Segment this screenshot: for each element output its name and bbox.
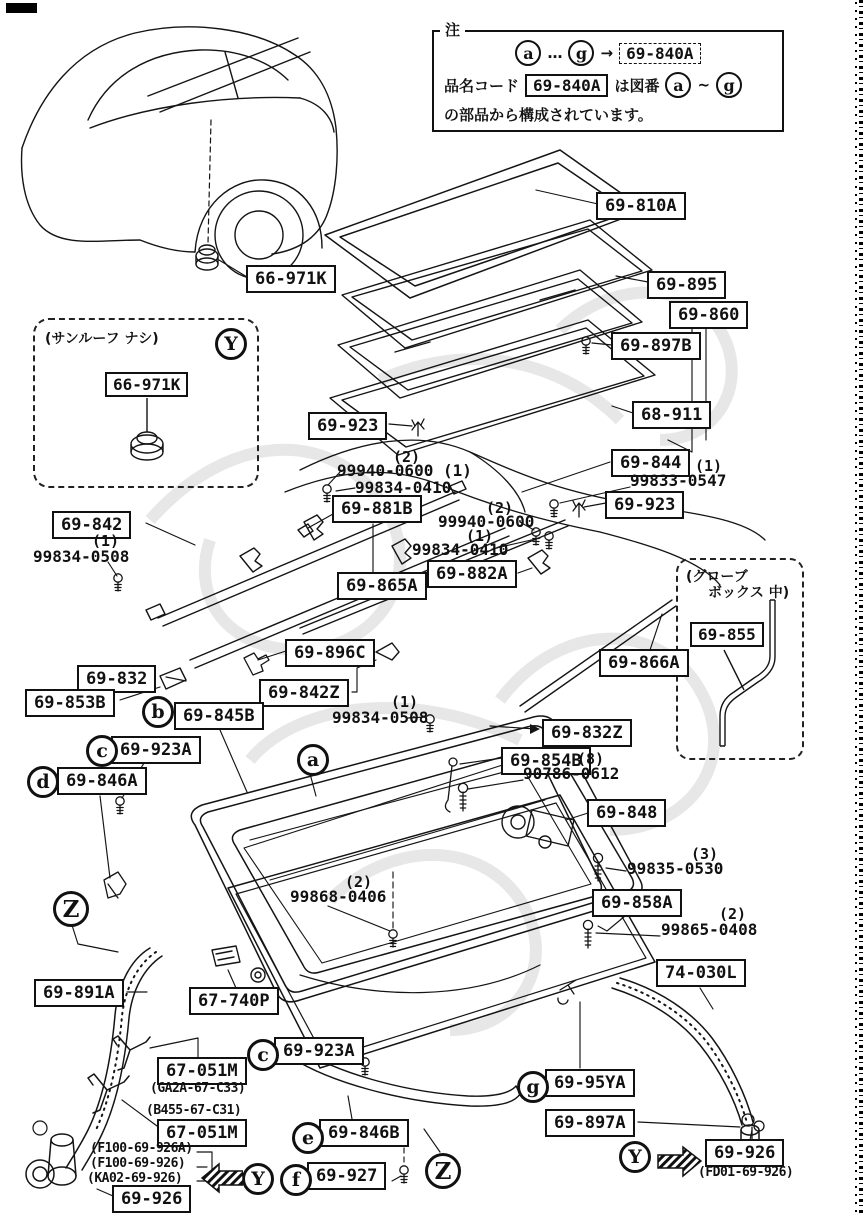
qty-2: (2) — [345, 873, 373, 891]
part-label-67-051M-upper: 67-051M — [157, 1057, 247, 1085]
part-label-69-896C: 69-896C — [285, 639, 375, 667]
view-badge-Z-upper: Z — [53, 891, 89, 927]
part-label-74-030L: 74-030L — [656, 959, 746, 987]
note-tilde: ~ — [697, 76, 711, 94]
part-label-69-844: 69-844 — [611, 449, 690, 477]
qty-3: (3) — [691, 845, 719, 863]
sub-code-F100-69-926A: (F100-69-926A) — [90, 1141, 193, 1156]
ref-badge-b: b — [142, 696, 174, 728]
circled-a-icon: a — [665, 72, 691, 98]
elbow-fitting-left — [26, 1121, 76, 1188]
part-label-69-832Z: 69-832Z — [542, 719, 632, 747]
grommet-car — [196, 245, 218, 270]
part-label-69-810A: 69-810A — [596, 192, 686, 220]
inset-glove-box — [676, 558, 804, 760]
part-label-66-971K-inset: 66-971K — [105, 372, 188, 397]
part-label-69-923-right: 69-923 — [605, 491, 684, 519]
part-label-69-855: 69-855 — [690, 622, 764, 647]
qty-2: (2) — [486, 499, 514, 517]
part-label-69-927: 69-927 — [307, 1162, 386, 1190]
note-prefix: 品名コード — [444, 76, 520, 95]
qty-1: (1) — [92, 532, 120, 550]
corner-piece — [104, 872, 126, 898]
qty-8: (8) — [577, 750, 605, 768]
scan-artifact-bar — [6, 3, 37, 13]
note-body-text: の部品から構成されています。 — [444, 106, 653, 124]
arrow-right-icon: → — [600, 44, 614, 62]
ref-badge-c2: c — [247, 1039, 279, 1071]
part-label-67-740P: 67-740P — [189, 987, 279, 1015]
part-label-66-971K: 66-971K — [246, 265, 336, 293]
inset-tool-art — [678, 560, 802, 758]
ref-badge-f: f — [280, 1164, 312, 1196]
part-label-69-846B: 69-846B — [319, 1119, 409, 1147]
film-edge-right — [859, 0, 863, 1214]
striped-arrow-left-icon — [201, 1162, 243, 1194]
part-label-69-891A: 69-891A — [34, 979, 124, 1007]
ref-badge-g: g — [517, 1071, 549, 1103]
part-number-99835-0530: 99835-0530 — [627, 859, 724, 878]
inset-title-line1: (グローブ — [686, 569, 748, 585]
part-number-99834-0508: 99834-0508 — [33, 547, 130, 566]
part-number-99940-0600: 99940-0600 (1) — [337, 461, 472, 480]
part-label-69-846A: 69-846A — [57, 767, 147, 795]
circled-g-icon: g — [568, 40, 594, 66]
part-label-69-926-left: 69-926 — [112, 1185, 191, 1213]
qty-1: (1) — [695, 457, 723, 475]
qty-1: (1) — [466, 527, 494, 545]
car-sketch — [22, 27, 338, 279]
part-number-99868-0406: 99868-0406 — [290, 887, 387, 906]
ref-badge-e: e — [292, 1122, 324, 1154]
sub-code-FD01-69-926: (FD01-69-926) — [698, 1165, 794, 1180]
view-badge-Z-lower: Z — [425, 1153, 461, 1189]
part-number-99834-0410: 99834-0410 — [412, 540, 509, 559]
inset-title-line2: ボックス 中) — [708, 585, 790, 601]
note-box — [432, 21, 784, 132]
sunroof-motor — [502, 806, 574, 848]
view-badge-Y-bottom-right: Y — [619, 1141, 651, 1173]
note-part-code-top: 69-840A — [619, 43, 700, 64]
lifter-bracket — [376, 643, 399, 660]
note-part-code-mid: 69-840A — [525, 74, 608, 97]
part-label-67-051M-lower: 67-051M — [157, 1119, 247, 1147]
note-corner-label: 注 — [440, 19, 465, 40]
part-label-68-911: 68-911 — [632, 401, 711, 429]
hose-tee-lower — [88, 1074, 129, 1113]
sub-code-KA02-69-926: (KA02-69-926) — [87, 1171, 183, 1186]
qty-1: (1) — [391, 693, 419, 711]
part-label-69-848: 69-848 — [587, 799, 666, 827]
part-label-69-842Z: 69-842Z — [259, 679, 349, 707]
part-number-99834-0410: 99834-0410 — [355, 478, 452, 497]
ref-badge-c: c — [86, 735, 118, 767]
part-label-69-853B: 69-853B — [25, 689, 115, 717]
part-number-90786-0612: 90786-0612 — [523, 764, 620, 783]
sub-code-GA2A-67-C33: (GA2A-67-C33) — [150, 1081, 246, 1096]
ref-badge-a: a — [297, 744, 329, 776]
part-label-69-860: 69-860 — [669, 301, 748, 329]
striped-arrow-right-icon — [656, 1144, 702, 1178]
sub-code-B455-67-C31: (B455-67-C31) — [146, 1103, 242, 1118]
ref-badge-d: d — [27, 766, 59, 798]
view-badge-Y-bottom-left: Y — [242, 1163, 274, 1195]
circled-g-icon: g — [716, 72, 742, 98]
inset-sunroof-none — [33, 318, 259, 488]
part-label-69-858A: 69-858A — [592, 889, 682, 917]
glass-panel — [325, 150, 645, 298]
part-label-69-923A-lower: 69-923A — [274, 1037, 364, 1065]
part-number-99940-0600: 99940-0600 — [438, 512, 535, 531]
part-number-99834-0508: 99834-0508 — [332, 708, 429, 727]
note-suffix: は図番 — [614, 76, 660, 95]
part-label-69-923-left: 69-923 — [308, 412, 387, 440]
part-number-99833-0547: 99833-0547 — [630, 471, 727, 490]
qty-2: (2) — [719, 905, 747, 923]
part-label-69-895: 69-895 — [647, 271, 726, 299]
film-edge-right-2 — [855, 0, 857, 1214]
part-label-69-842: 69-842 — [52, 511, 131, 539]
part-label-69-926-right: 69-926 — [705, 1139, 784, 1167]
part-label-69-897B: 69-897B — [611, 332, 701, 360]
part-number-99865-0408: 99865-0408 — [661, 920, 758, 939]
part-label-69-923A-upper: 69-923A — [111, 736, 201, 764]
part-label-69-881B: 69-881B — [332, 495, 422, 523]
sub-code-F100-69-926: (F100-69-926) — [90, 1156, 186, 1171]
part-label-69-832: 69-832 — [77, 665, 156, 693]
part-label-69-882A: 69-882A — [427, 560, 517, 588]
part-label-69-897A: 69-897A — [545, 1109, 635, 1137]
part-label-69-866A: 69-866A — [599, 649, 689, 677]
note-dots: … — [547, 44, 563, 62]
qty-2: (2) — [393, 448, 421, 466]
part-label-69-95YA: 69-95YA — [545, 1069, 635, 1097]
circled-a-icon: a — [515, 40, 541, 66]
part-label-69-845B: 69-845B — [174, 702, 264, 730]
fork-part — [244, 653, 269, 675]
part-label-69-854B: 69-854B — [501, 747, 591, 775]
part-label-69-865A: 69-865A — [337, 572, 427, 600]
inset-title: (サンルーフ ナシ) — [45, 331, 159, 347]
view-badge-Y: Y — [215, 328, 247, 360]
